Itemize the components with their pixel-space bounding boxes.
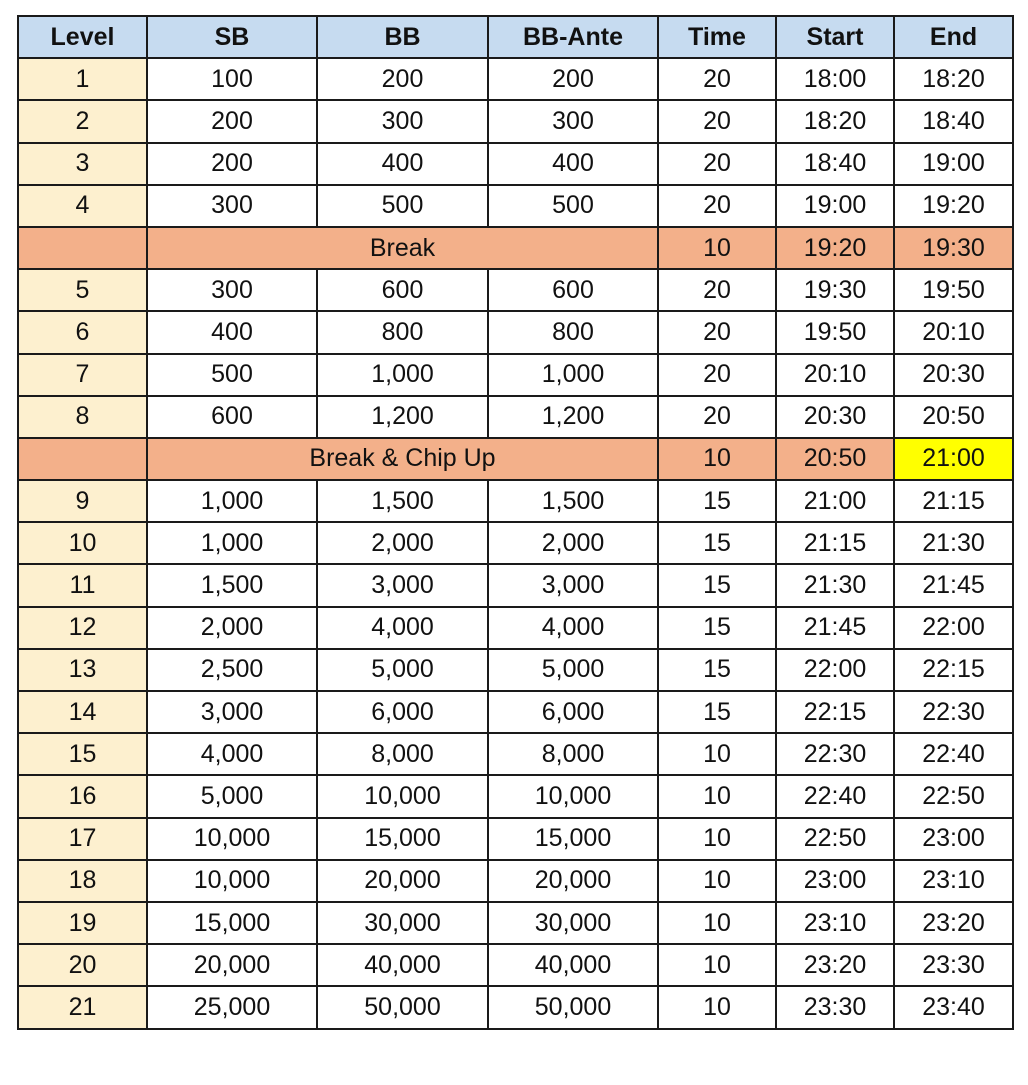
start-cell: 20:50 bbox=[776, 438, 894, 480]
header-level: Level bbox=[18, 16, 147, 58]
level-cell: 7 bbox=[18, 354, 147, 396]
header-sb: SB bbox=[147, 16, 317, 58]
level-row bbox=[18, 58, 1013, 100]
sb-cell: 10,000 bbox=[147, 818, 317, 860]
time-cell: 15 bbox=[658, 649, 776, 691]
level-cell: 1 bbox=[18, 58, 147, 100]
bb-cell: 10,000 bbox=[317, 775, 488, 817]
level-cell: 14 bbox=[18, 691, 147, 733]
break-label: Break & Chip Up bbox=[147, 438, 658, 480]
time-cell: 20 bbox=[658, 143, 776, 185]
end-cell: 22:30 bbox=[894, 691, 1013, 733]
bb-ante-cell: 20,000 bbox=[488, 860, 658, 902]
header-row bbox=[18, 16, 1013, 58]
bb-ante-cell: 6,000 bbox=[488, 691, 658, 733]
start-cell: 18:20 bbox=[776, 100, 894, 142]
level-row bbox=[18, 944, 1013, 986]
bb-cell: 600 bbox=[317, 269, 488, 311]
start-cell: 21:45 bbox=[776, 607, 894, 649]
start-cell: 22:30 bbox=[776, 733, 894, 775]
level-cell: 20 bbox=[18, 944, 147, 986]
start-cell: 22:00 bbox=[776, 649, 894, 691]
level-row bbox=[18, 733, 1013, 775]
time-cell: 10 bbox=[658, 438, 776, 480]
break-row bbox=[18, 438, 1013, 480]
level-row bbox=[18, 480, 1013, 522]
level-cell: 18 bbox=[18, 860, 147, 902]
time-cell: 10 bbox=[658, 733, 776, 775]
start-cell: 22:50 bbox=[776, 818, 894, 860]
level-row bbox=[18, 311, 1013, 353]
level-cell: 3 bbox=[18, 143, 147, 185]
level-row bbox=[18, 185, 1013, 227]
level-row bbox=[18, 564, 1013, 606]
level-cell: 16 bbox=[18, 775, 147, 817]
level-cell: 5 bbox=[18, 269, 147, 311]
sb-cell: 300 bbox=[147, 269, 317, 311]
time-cell: 10 bbox=[658, 944, 776, 986]
bb-cell: 3,000 bbox=[317, 564, 488, 606]
end-cell: 19:00 bbox=[894, 143, 1013, 185]
level-cell: 19 bbox=[18, 902, 147, 944]
end-cell: 21:00 bbox=[894, 438, 1013, 480]
time-cell: 20 bbox=[658, 58, 776, 100]
sb-cell: 5,000 bbox=[147, 775, 317, 817]
break-label: Break bbox=[147, 227, 658, 269]
start-cell: 22:40 bbox=[776, 775, 894, 817]
bb-cell: 40,000 bbox=[317, 944, 488, 986]
level-cell: 21 bbox=[18, 986, 147, 1028]
bb-ante-cell: 10,000 bbox=[488, 775, 658, 817]
level-row bbox=[18, 269, 1013, 311]
bb-cell: 5,000 bbox=[317, 649, 488, 691]
sb-cell: 600 bbox=[147, 396, 317, 438]
bb-ante-cell: 2,000 bbox=[488, 522, 658, 564]
start-cell: 19:50 bbox=[776, 311, 894, 353]
end-cell: 23:10 bbox=[894, 860, 1013, 902]
level-row bbox=[18, 396, 1013, 438]
end-cell: 23:30 bbox=[894, 944, 1013, 986]
level-row bbox=[18, 986, 1013, 1028]
time-cell: 20 bbox=[658, 100, 776, 142]
level-cell: 13 bbox=[18, 649, 147, 691]
bb-cell: 800 bbox=[317, 311, 488, 353]
sb-cell: 200 bbox=[147, 143, 317, 185]
time-cell: 10 bbox=[658, 775, 776, 817]
time-cell: 10 bbox=[658, 818, 776, 860]
start-cell: 19:20 bbox=[776, 227, 894, 269]
time-cell: 20 bbox=[658, 269, 776, 311]
bb-ante-cell: 200 bbox=[488, 58, 658, 100]
level-row bbox=[18, 354, 1013, 396]
sb-cell: 15,000 bbox=[147, 902, 317, 944]
sb-cell: 2,000 bbox=[147, 607, 317, 649]
start-cell: 21:15 bbox=[776, 522, 894, 564]
start-cell: 23:10 bbox=[776, 902, 894, 944]
bb-cell: 8,000 bbox=[317, 733, 488, 775]
sb-cell: 400 bbox=[147, 311, 317, 353]
start-cell: 20:30 bbox=[776, 396, 894, 438]
start-cell: 23:30 bbox=[776, 986, 894, 1028]
level-cell: 15 bbox=[18, 733, 147, 775]
start-cell: 23:20 bbox=[776, 944, 894, 986]
start-cell: 18:00 bbox=[776, 58, 894, 100]
level-row bbox=[18, 818, 1013, 860]
time-cell: 20 bbox=[658, 311, 776, 353]
end-cell: 23:00 bbox=[894, 818, 1013, 860]
bb-cell: 15,000 bbox=[317, 818, 488, 860]
end-cell: 23:40 bbox=[894, 986, 1013, 1028]
bb-cell: 1,000 bbox=[317, 354, 488, 396]
sb-cell: 1,000 bbox=[147, 480, 317, 522]
bb-ante-cell: 1,200 bbox=[488, 396, 658, 438]
time-cell: 15 bbox=[658, 607, 776, 649]
bb-cell: 50,000 bbox=[317, 986, 488, 1028]
level-cell: 6 bbox=[18, 311, 147, 353]
header-start: Start bbox=[776, 16, 894, 58]
sb-cell: 10,000 bbox=[147, 860, 317, 902]
bb-ante-cell: 600 bbox=[488, 269, 658, 311]
header-bb-ante: BB-Ante bbox=[488, 16, 658, 58]
end-cell: 18:40 bbox=[894, 100, 1013, 142]
end-cell: 22:40 bbox=[894, 733, 1013, 775]
level-row bbox=[18, 143, 1013, 185]
bb-cell: 30,000 bbox=[317, 902, 488, 944]
bb-ante-cell: 800 bbox=[488, 311, 658, 353]
sb-cell: 25,000 bbox=[147, 986, 317, 1028]
end-cell: 19:30 bbox=[894, 227, 1013, 269]
bb-ante-cell: 400 bbox=[488, 143, 658, 185]
start-cell: 23:00 bbox=[776, 860, 894, 902]
level-cell: 10 bbox=[18, 522, 147, 564]
bb-cell: 400 bbox=[317, 143, 488, 185]
level-row bbox=[18, 902, 1013, 944]
bb-ante-cell: 8,000 bbox=[488, 733, 658, 775]
blind-structure-table bbox=[17, 15, 1014, 1030]
bb-cell: 2,000 bbox=[317, 522, 488, 564]
sb-cell: 200 bbox=[147, 100, 317, 142]
bb-cell: 4,000 bbox=[317, 607, 488, 649]
start-cell: 19:00 bbox=[776, 185, 894, 227]
start-cell: 21:00 bbox=[776, 480, 894, 522]
end-cell: 18:20 bbox=[894, 58, 1013, 100]
time-cell: 20 bbox=[658, 185, 776, 227]
level-row bbox=[18, 860, 1013, 902]
bb-ante-cell: 1,000 bbox=[488, 354, 658, 396]
end-cell: 21:45 bbox=[894, 564, 1013, 606]
time-cell: 20 bbox=[658, 396, 776, 438]
end-cell: 21:30 bbox=[894, 522, 1013, 564]
level-row bbox=[18, 775, 1013, 817]
time-cell: 15 bbox=[658, 564, 776, 606]
end-cell: 19:50 bbox=[894, 269, 1013, 311]
bb-cell: 500 bbox=[317, 185, 488, 227]
header-time: Time bbox=[658, 16, 776, 58]
sb-cell: 4,000 bbox=[147, 733, 317, 775]
time-cell: 10 bbox=[658, 227, 776, 269]
sb-cell: 1,500 bbox=[147, 564, 317, 606]
bb-ante-cell: 30,000 bbox=[488, 902, 658, 944]
level-row bbox=[18, 691, 1013, 733]
start-cell: 19:30 bbox=[776, 269, 894, 311]
end-cell: 22:00 bbox=[894, 607, 1013, 649]
end-cell: 21:15 bbox=[894, 480, 1013, 522]
time-cell: 10 bbox=[658, 986, 776, 1028]
bb-ante-cell: 300 bbox=[488, 100, 658, 142]
bb-ante-cell: 3,000 bbox=[488, 564, 658, 606]
sb-cell: 1,000 bbox=[147, 522, 317, 564]
bb-cell: 1,500 bbox=[317, 480, 488, 522]
bb-ante-cell: 50,000 bbox=[488, 986, 658, 1028]
sb-cell: 3,000 bbox=[147, 691, 317, 733]
bb-cell: 200 bbox=[317, 58, 488, 100]
time-cell: 10 bbox=[658, 902, 776, 944]
bb-cell: 20,000 bbox=[317, 860, 488, 902]
end-cell: 22:15 bbox=[894, 649, 1013, 691]
level-cell: 2 bbox=[18, 100, 147, 142]
bb-cell: 1,200 bbox=[317, 396, 488, 438]
level-row bbox=[18, 100, 1013, 142]
header-bb: BB bbox=[317, 16, 488, 58]
start-cell: 20:10 bbox=[776, 354, 894, 396]
start-cell: 22:15 bbox=[776, 691, 894, 733]
sb-cell: 20,000 bbox=[147, 944, 317, 986]
sb-cell: 100 bbox=[147, 58, 317, 100]
end-cell: 20:50 bbox=[894, 396, 1013, 438]
sb-cell: 300 bbox=[147, 185, 317, 227]
level-cell: 4 bbox=[18, 185, 147, 227]
end-cell: 23:20 bbox=[894, 902, 1013, 944]
sb-cell: 2,500 bbox=[147, 649, 317, 691]
bb-cell: 6,000 bbox=[317, 691, 488, 733]
time-cell: 15 bbox=[658, 480, 776, 522]
table-body bbox=[18, 58, 1013, 1028]
time-cell: 15 bbox=[658, 522, 776, 564]
sb-cell: 500 bbox=[147, 354, 317, 396]
bb-ante-cell: 15,000 bbox=[488, 818, 658, 860]
level-cell: 9 bbox=[18, 480, 147, 522]
time-cell: 20 bbox=[658, 354, 776, 396]
bb-cell: 300 bbox=[317, 100, 488, 142]
bb-ante-cell: 40,000 bbox=[488, 944, 658, 986]
header-end: End bbox=[894, 16, 1013, 58]
level-cell: 17 bbox=[18, 818, 147, 860]
level-row bbox=[18, 522, 1013, 564]
level-cell: 8 bbox=[18, 396, 147, 438]
level-cell bbox=[18, 227, 147, 269]
bb-ante-cell: 1,500 bbox=[488, 480, 658, 522]
level-cell: 12 bbox=[18, 607, 147, 649]
end-cell: 22:50 bbox=[894, 775, 1013, 817]
bb-ante-cell: 5,000 bbox=[488, 649, 658, 691]
level-cell bbox=[18, 438, 147, 480]
end-cell: 20:10 bbox=[894, 311, 1013, 353]
start-cell: 18:40 bbox=[776, 143, 894, 185]
level-row bbox=[18, 649, 1013, 691]
time-cell: 15 bbox=[658, 691, 776, 733]
time-cell: 10 bbox=[658, 860, 776, 902]
level-cell: 11 bbox=[18, 564, 147, 606]
bb-ante-cell: 500 bbox=[488, 185, 658, 227]
bb-ante-cell: 4,000 bbox=[488, 607, 658, 649]
end-cell: 20:30 bbox=[894, 354, 1013, 396]
start-cell: 21:30 bbox=[776, 564, 894, 606]
level-row bbox=[18, 607, 1013, 649]
end-cell: 19:20 bbox=[894, 185, 1013, 227]
break-row bbox=[18, 227, 1013, 269]
